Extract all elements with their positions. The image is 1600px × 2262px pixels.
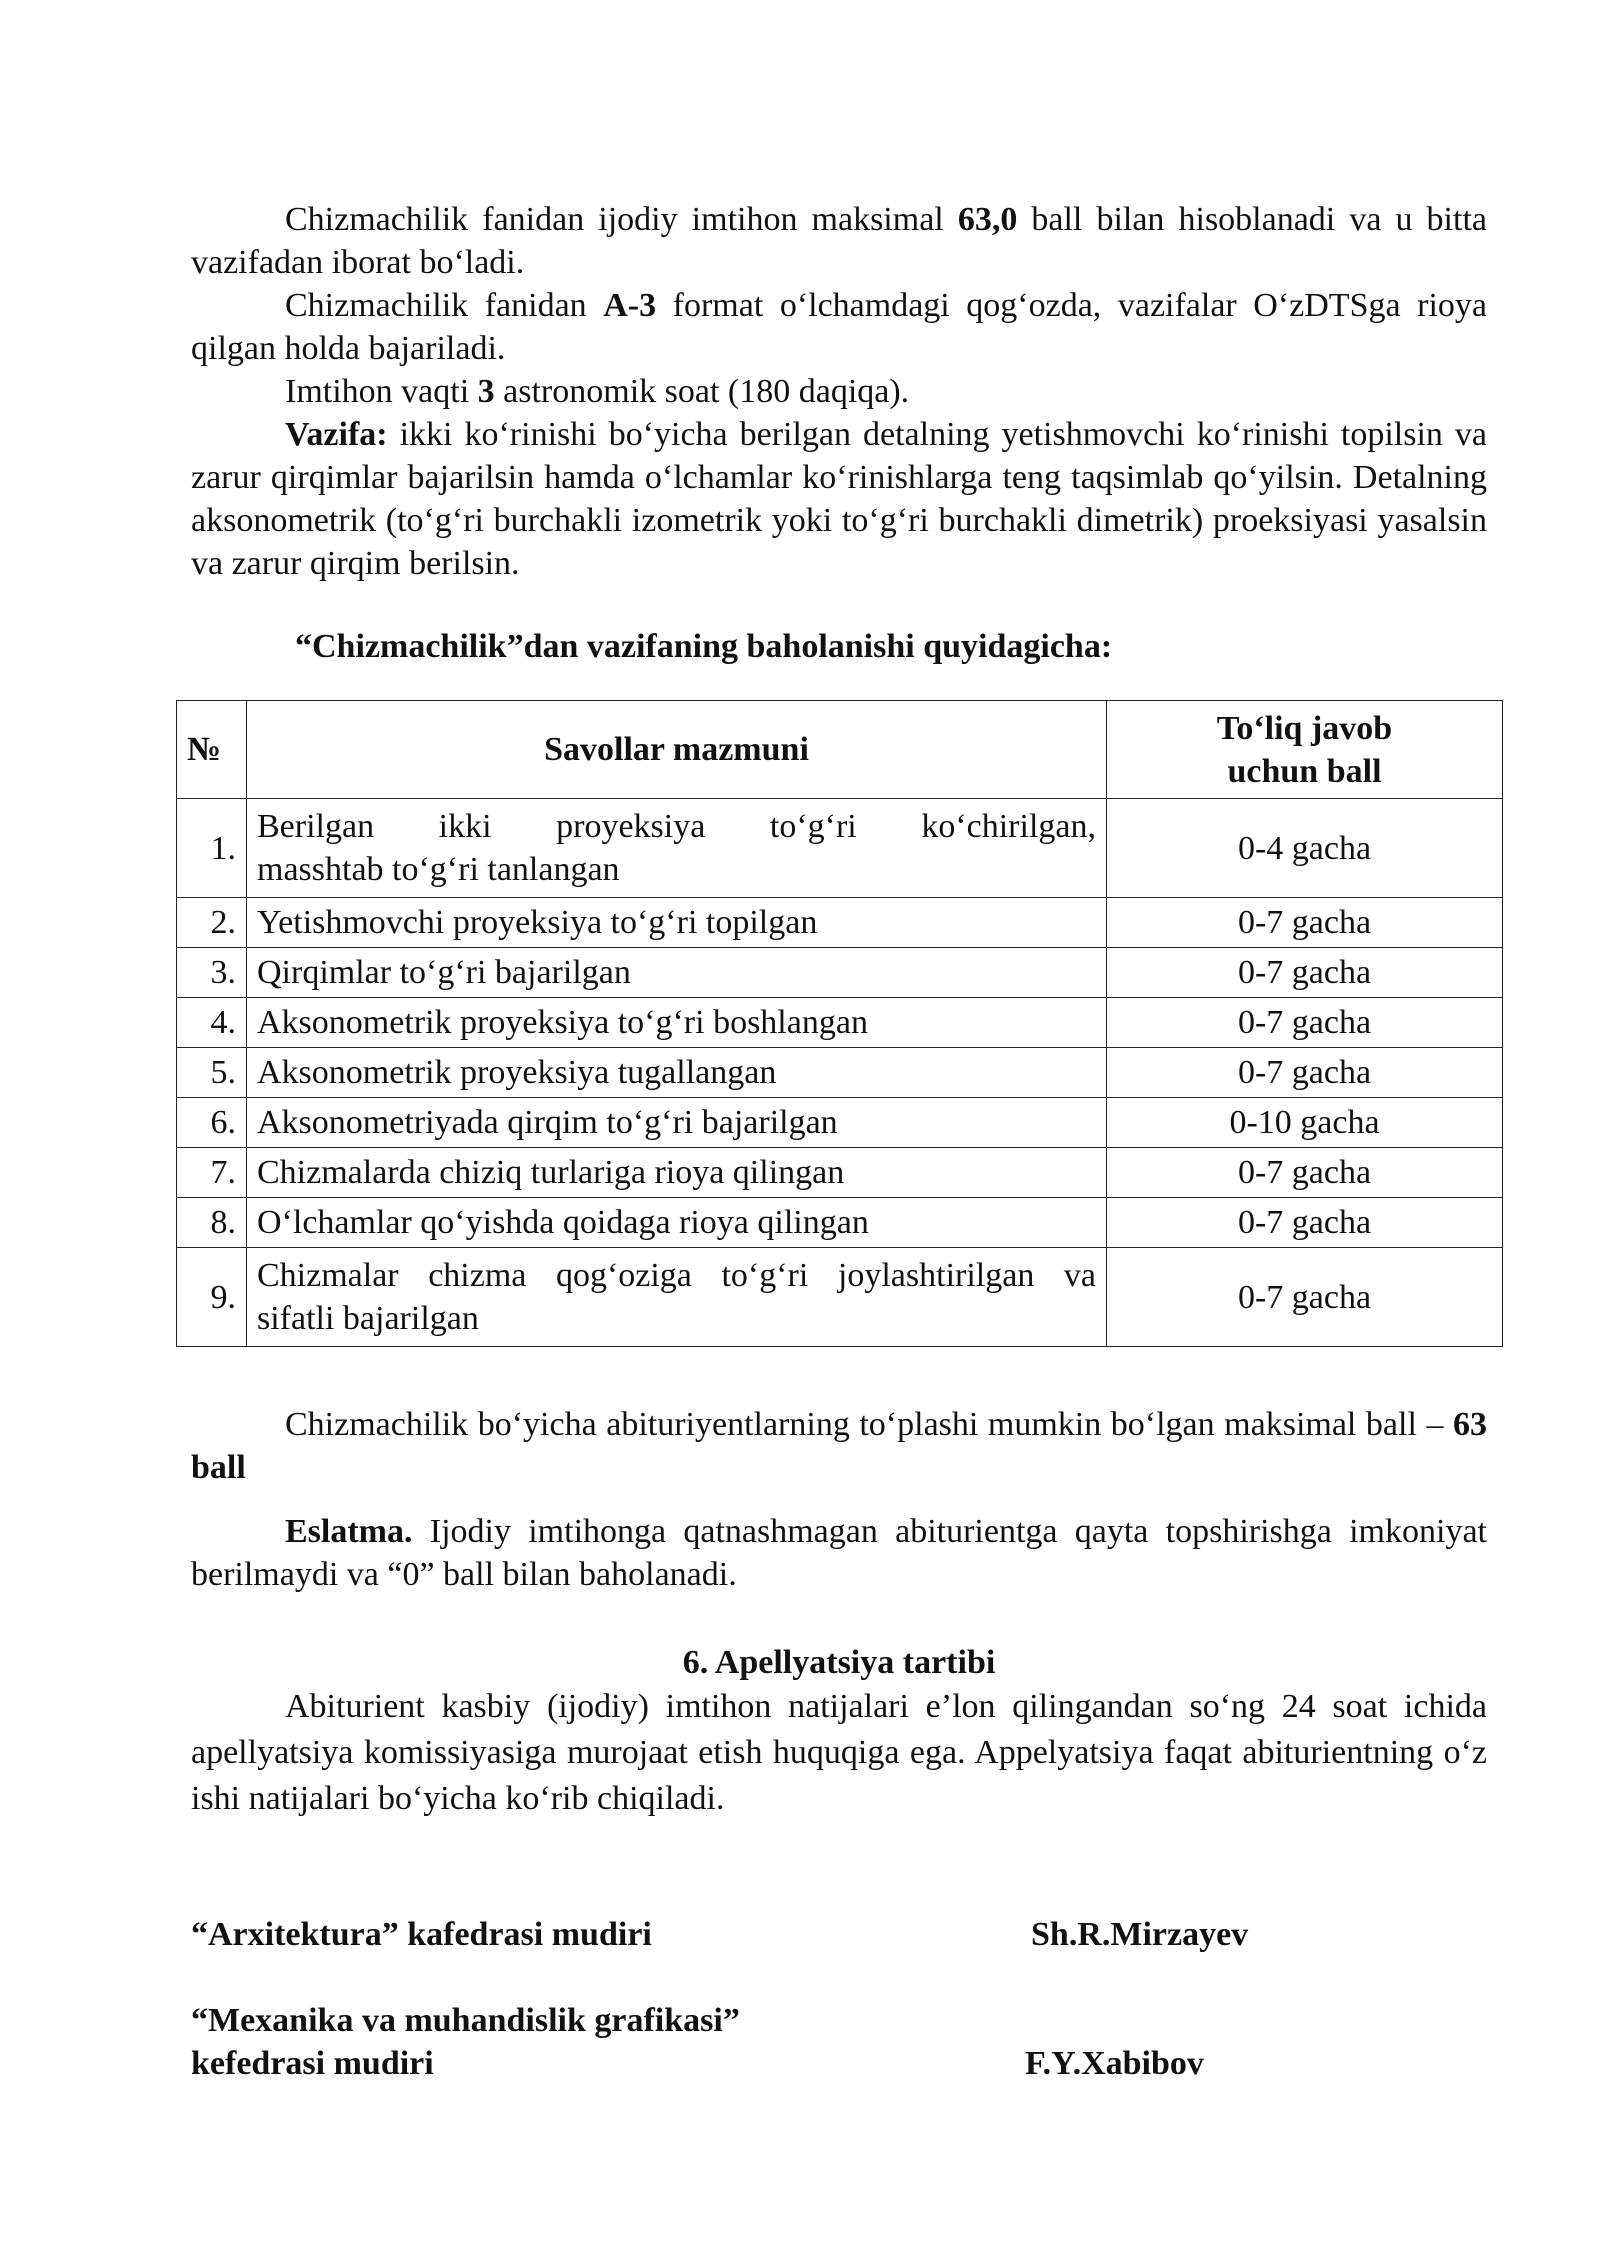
dept2-head-name: F.Y.Xabibov [1025,2045,1204,2082]
row-question: Aksonometrik proyeksiya tugallangan [247,1048,1107,1098]
row-question: O‘lchamlar qo‘yishda qoidaga rioya qilingan [247,1198,1107,1248]
table-row [177,1048,1503,1098]
row-question-line1: Chizmalar chizma qog‘oziga to‘g‘ri joylashtirilgan va [257,1257,1096,1294]
header-points-line1: To‘liq javob [1216,709,1393,747]
dept1-title: “Arxitektura” kafedrasi mudiri [191,1916,652,1953]
row-points: 0-7 gacha [1107,1198,1503,1248]
row-question [247,1248,1107,1347]
note-text: Ijodiy imtihonga qatnashmagan abiturientga qayta topshirishga imkoniyat berilmaydi va “0” ball bilan baholanadi. [191,1513,1487,1593]
row-question-line1: Berilgan ikki proyeksiya to‘g‘ri ko‘chirilgan, [257,808,1096,845]
max-points-value: 63,0 [957,201,1018,238]
table-header-row [177,701,1503,799]
table-row [177,1248,1503,1347]
table-row [177,1198,1503,1248]
row-points: 0-7 gacha [1107,998,1503,1048]
row-number: 2. [177,898,247,948]
row-number: 4. [177,998,247,1048]
header-points [1107,701,1503,799]
row-number: 1. [177,799,247,898]
intro-section [191,198,1487,585]
row-question: Yetishmovchi proyeksiya to‘g‘ri topilgan [247,898,1107,948]
task-label: Vazifa: [285,416,388,453]
text-run: Chizmachilik fanidan ijodiy imtihon maksimal [285,201,958,238]
grading-table [176,700,1503,1347]
row-question: Qirqimlar to‘g‘ri bajarilgan [247,948,1107,998]
table-row [177,948,1503,998]
row-points: 0-4 gacha [1107,799,1503,898]
row-points: 0-10 gacha [1107,1098,1503,1148]
note-label: Eslatma. [285,1513,413,1550]
header-number: № [177,701,247,799]
row-question-line2: sifatli bajarilgan [257,1300,479,1337]
note-section [191,1510,1487,1596]
row-points: 0-7 gacha [1107,1248,1503,1347]
table-row [177,1148,1503,1198]
appeal-section [191,1684,1487,1822]
row-question [247,799,1107,898]
table-row [177,799,1503,898]
table-row [177,1098,1503,1148]
intro-paragraph-2 [191,284,1487,370]
task-text: ikki ko‘rinishi bo‘yicha berilgan detalning yetishmovchi ko‘rinishi topilsin va zarur qirqimlar bajarilsin hamda o‘lchamlar ko‘rinishlarga teng taqsimlab qo‘yilsin. Detalning aksonometrik (to‘g‘ri burchakli izometrik yoki to‘g‘ri burchakli dimetrik) proeksiyasi yasalsin va zarur qirqim berilsin. [191,416,1487,582]
row-question: Chizmalarda chiziq turlariga rioya qilingan [247,1148,1107,1198]
row-points: 0-7 gacha [1107,898,1503,948]
max-score-paragraph [191,1403,1487,1489]
text-run: Imtihon vaqti [285,373,478,410]
note-paragraph [191,1510,1487,1596]
row-number: 5. [177,1048,247,1098]
max-score-section [191,1403,1487,1489]
row-number: 6. [177,1098,247,1148]
row-points: 0-7 gacha [1107,948,1503,998]
header-question: Savollar mazmuni [247,701,1107,799]
appeal-heading: 6. Apellyatsiya tartibi [682,1644,996,1681]
header-points-line2: uchun ball [1227,752,1382,790]
appeal-paragraph: Abiturient kasbiy (ijodiy) imtihon natijalari e’lon qilingandan so‘ng 24 soat ichida apellyatsiya komissiyasiga murojaat etish huquqiga ega. Appelyatsiya faqat abituriеntning o‘z ishi natijalari bo‘yicha ko‘rib chiqiladi. [191,1688,1487,1817]
task-paragraph [191,413,1487,585]
row-question-line2: masshtab to‘g‘ri tanlangan [257,851,620,888]
dept1-head-name: Sh.R.Mirzayev [1031,1916,1249,1953]
text-run: ball bilan hisoblanadi va u bitta vazifadan iborat bo‘ladi. [191,201,1487,281]
max-score-value: 63 ball [191,1406,1487,1486]
row-number: 9. [177,1248,247,1347]
intro-paragraph-3 [191,370,1487,413]
table-row [177,998,1503,1048]
row-number: 7. [177,1148,247,1198]
paper-format: A-3 [603,287,657,324]
row-points: 0-7 gacha [1107,1148,1503,1198]
row-points: 0-7 gacha [1107,1048,1503,1098]
table-caption: “Chizmachilik”dan vazifaning baholanishi quyidagicha: [295,628,1113,665]
row-number: 3. [177,948,247,998]
intro-paragraph-1 [191,198,1487,284]
text-run: format o‘lchamdagi qog‘ozda, vazifalar O‘zDTSga rioya qilgan holda bajariladi. [191,287,1487,367]
row-number: 8. [177,1198,247,1248]
row-question: Aksonometriyada qirqim to‘g‘ri bajarilgan [247,1098,1107,1148]
dept2-title-line2: kefedrasi mudiri [191,2045,434,2082]
text-run: Chizmachilik fanidan [285,287,604,324]
text-run: astronomik soat (180 daqiqa). [494,373,910,410]
text-run: Chizmachilik bo‘yicha abituriyentlarning to‘plashi mumkin bo‘lgan maksimal ball – [285,1406,1453,1443]
table-row [177,898,1503,948]
exam-hours: 3 [477,373,495,410]
row-question: Aksonometrik proyeksiya to‘g‘ri boshlangan [247,998,1107,1048]
dept2-title-line1: “Mexanika va muhandislik grafikasi” [191,2002,740,2039]
